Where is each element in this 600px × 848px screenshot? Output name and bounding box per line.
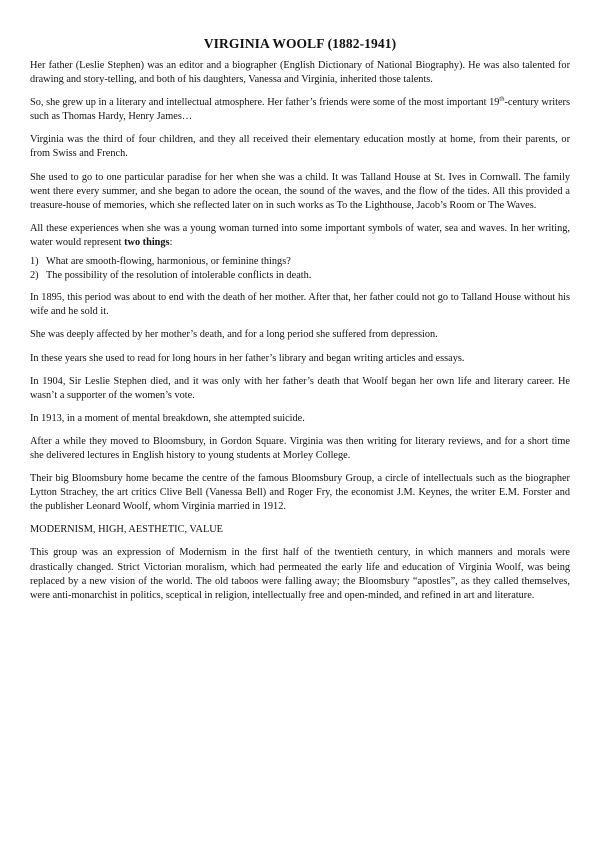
paragraph-symbols-text: All these experiences when she was a young woman turned into some important symbols of water, sea and waves. In her writing, water would represent (30, 222, 570, 248)
paragraph-bloomsbury-move: After a while they moved to Bloomsbury, in Gordon Square. Virginia was then writing for literary reviews, and for a short time she delivered lectures in English history to young students at Morley College. (30, 435, 570, 461)
paragraph-bloomsbury-group: Their big Bloomsbury home became the centre of the famous Bloomsbury Group, a circle of intellectuals such as the biographer Lytton Strachey, the art critics Clive Bell (Vanessa Bell) and Roger Fry, the economist J.M. Keynes, the writer E.M. Forster and the publisher Leonard Woolf, whom Virginia married in 1912. (30, 473, 570, 513)
paragraph-modernism: This group was an expression of Modernism in the first half of the twentieth century, in which manners and morals were drastically changed. Strict Victorian moralism, which had permeated the early life and education of Virginia Woolf, was being replaced by a new vision of the world. The old taboos were falling away; the Bloomsbury “apostles”, as they called themselves, were anti-monarchist in politics, sceptical in religion, intellectually free and open-minded, and refined in art and literature. (30, 547, 570, 601)
paragraph-reading: In these years she used to read for long hours in her father’s library and began writing articles and essays. (30, 352, 465, 364)
paragraph-depression: She was deeply affected by her mother’s death, and for a long period she suffered from depression. (30, 329, 438, 341)
paragraph-symbols (30, 222, 570, 250)
paragraph-atmosphere-text-end: -century writers such as Thomas Hardy, Henry James… (30, 97, 570, 123)
paragraph-talland-house: She used to go to one particular paradise for her when she was a child. It was Talland House at St. Ives in Cornwall. The family went there every summer, and she began to adore the ocean, the sound of the waves, and the flow of the tides. All this provided a treasure-house of memories, which she reflected later on in such works as To the Lighthouse, Jacob’s Room or The Waves. (30, 171, 570, 211)
paragraph-father: Her father (Leslie Stephen) was an editor and a biographer (English Dictionary of National Biography). He was also talented for drawing and story-telling, and both of his daughters, Vanessa and Virginia, inherited those talents. (30, 60, 570, 86)
list-item-text: The possibility of the resolution of intolerable conflicts in death. (46, 270, 312, 282)
list-item-number: 1) (30, 256, 39, 268)
list-item (30, 269, 570, 283)
document-title: VIRGINIA WOOLF (1882-1941) (203, 36, 397, 51)
paragraph-atmosphere-text: So, she grew up in a literary and intellectual atmosphere. Her father’s friends were some of the most important 19 (30, 97, 500, 109)
ordinal-suffix: th (499, 95, 505, 103)
water-meanings-list (30, 255, 570, 283)
section-heading: MODERNISM, HIGH, AESTHETIC, VALUE (30, 524, 223, 536)
paragraph-1904: In 1904, Sir Leslie Stephen died, and it was only with her father’s death that Woolf began her own life and literary career. He wasn’t a supporter of the women’s vote. (30, 375, 570, 401)
paragraph-childhood: Virginia was the third of four children, and they all received their elementary education mostly at home, from their parents, or from Swiss and French. (30, 134, 570, 160)
bold-two-things: two things (124, 236, 170, 248)
paragraph-1913: In 1913, in a moment of mental breakdown, she attempted suicide. (30, 412, 305, 424)
paragraph-atmosphere (30, 96, 570, 124)
list-item-text: What are smooth-flowing, harmonious, or feminine things? (46, 256, 291, 268)
list-item (30, 255, 570, 269)
paragraph-1895: In 1895, this period was about to end with the death of her mother. After that, her father could not go to Talland House without his wife and he sold it. (30, 292, 570, 318)
list-item-number: 2) (30, 270, 39, 282)
paragraph-symbols-colon: : (169, 236, 173, 248)
